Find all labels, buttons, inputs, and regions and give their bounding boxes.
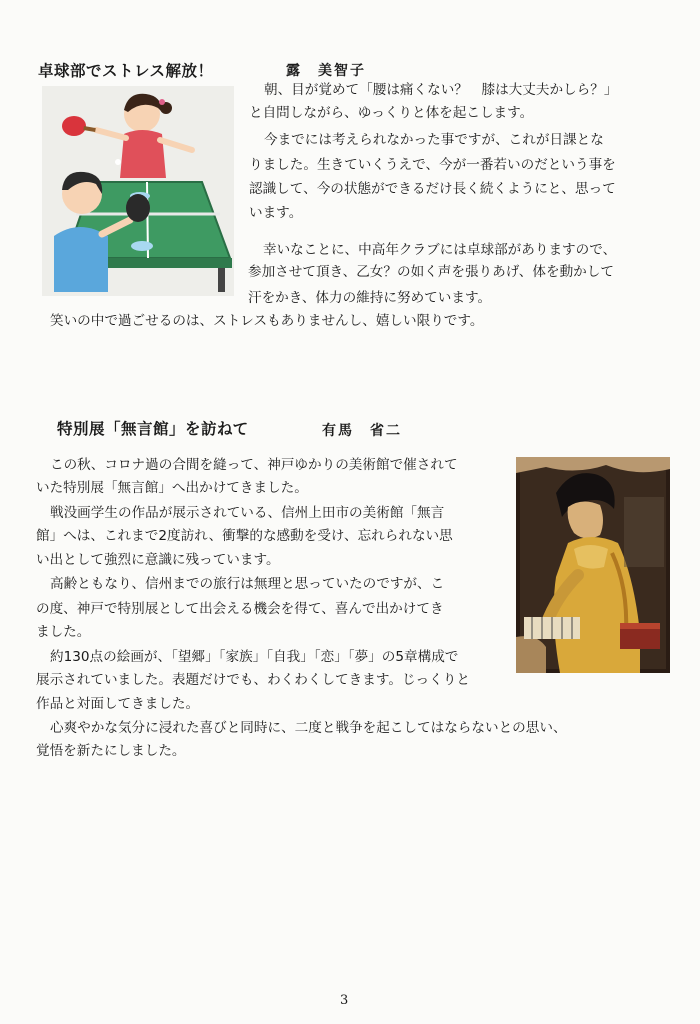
article2-line: この秋、コロナ過の合間を縫って、神戸ゆかりの美術館で催されて	[50, 457, 458, 473]
page-number: 3	[340, 993, 349, 1008]
article2-line: 約130点の絵画が、「望郷」「家族」「自我」「恋」「夢」の5章構成で	[50, 649, 459, 665]
article1-line: と自問しながら、ゆっくりと体を起こします。	[249, 105, 534, 121]
piano-painting	[516, 457, 670, 673]
article1-line: 今までには考えられなかった事ですが、これが日課とな	[264, 132, 604, 148]
article2-line: 心爽やかな気分に浸れた喜びと同時に、二度と戦争を起こしてはならないとの思い、	[50, 720, 567, 736]
article2-line: いた特別展「無言館」へ出かけてきました。	[36, 480, 308, 496]
article2-line: ました。	[36, 624, 91, 640]
article1-line: 汗をかき、体力の維持に努めています。	[248, 290, 492, 306]
article2-line: い出として強烈に意識に残っています。	[36, 552, 280, 568]
article2-line: 覚悟を新たにしました。	[36, 743, 186, 759]
article1-title: 卓球部でストレス解放！	[38, 62, 214, 80]
article1-line: 参加させて頂き、乙女？の如く声を張りあげ、体を動かして	[248, 264, 614, 280]
article1-line: 笑いの中で過ごせるのは、ストレスもありませんし、嬉しい限りです。	[50, 313, 484, 329]
article2-line: 戦没画学生の作品が展示されている、信州上田市の美術館「無言	[50, 505, 445, 521]
article1-author: 露 美智子	[286, 63, 366, 79]
article2-line: 展示されていました。表題だけでも、わくわくしてきます。じっくりと	[36, 672, 470, 688]
article2-line: 館」へは、これまで2度訪れ、衝撃的な感動を受け、忘れられない思	[36, 528, 453, 544]
article2-line: 作品と対面してきました。	[36, 696, 200, 712]
article2-line: 高齢ともなり、信州までの旅行は無理と思っていたのですが、こ	[50, 576, 445, 592]
article1-line: います。	[249, 205, 303, 221]
article2-author: 有馬 省二	[322, 423, 402, 439]
table-tennis-illustration	[42, 86, 234, 296]
article1-line: りました。生きていくうえで、今が一番若いのだという事を	[249, 157, 616, 173]
article2-title: 特別展「無言館」を訪ねて	[57, 420, 249, 438]
article2-line: の度、神戸で特別展として出会える機会を得て、喜んで出かけてき	[36, 601, 444, 617]
article1-line: 朝、目が覚めて「腰は痛くない？ 膝は大丈夫かしら？」	[264, 82, 618, 98]
article1-line: 認識して、今の状態ができるだけ長く続くようにと、思って	[249, 181, 616, 197]
article1-line: 幸いなことに、中高年クラブには卓球部がありますので、	[263, 242, 617, 258]
